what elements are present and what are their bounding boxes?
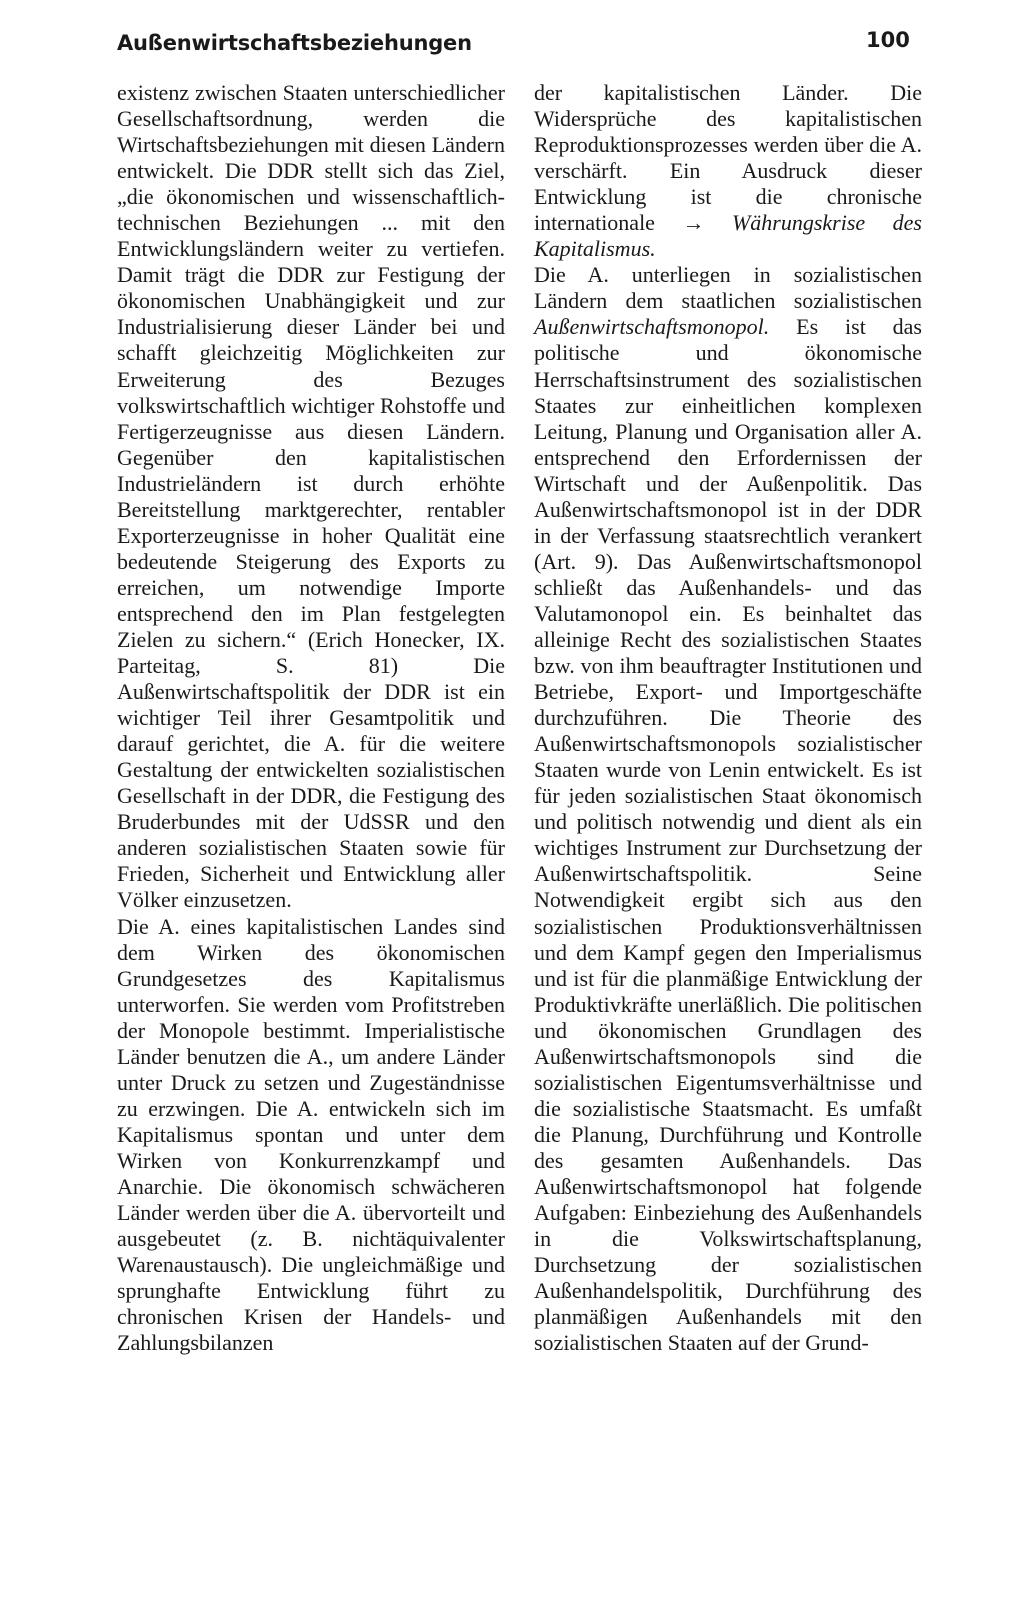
right-paragraph-2-text: Es ist das politische und ökonomische Herrschaftsinstrument des sozialistischen Staates zur einheitlichen komplexen Leitung, Planung und Organisation aller A. entsprechend den Erfordernissen der Wirtschaft und der Außenpolitik. Das Außenwirtschaftsmonopol ist in der DDR in der Verfassung staatsrechtlich verankert (Art. 9). Das Außenwirtschaftsmonopol schließt das Außenhandels- und das Valutamonopol ein. Es beinhaltet das alleinige Recht des sozialistischen Staates bzw. von ihm beauftragter Institutionen und Betriebe, Export- und Importgeschäfte durchzuführen. Die Theorie des Außenwirtschaftsmonopols sozialistischer Staaten wurde von Lenin entwickelt. Es ist für jeden sozialistischen Staat ökonomisch und politisch notwendig und dient als ein wichtiges Instrument zur Durchsetzung der Außenwirtschaftspolitik. Seine Notwendigkeit ergibt sich aus den sozialistischen Produktionsverhältnissen und dem Kampf gegen den Imperialismus und ist für die planmäßige Entwicklung der Produktivkräfte unerläßlich. Die politischen und ökonomischen Grundlagen des Außenwirtschaftsmonopols sind die sozialistischen Eigentumsverhältnisse und die sozialistische Staatsmacht. Es umfaßt die Planung, Durchführung und Kontrolle des gesamten Außenhandels. Das Außenwirtschaftsmonopol hat folgende Aufgaben: Einbeziehung des Außenhandels in die Volkswirtschaftsplanung, Durchsetzung der sozialistischen Außenhandelspolitik, Durchführung des planmäßigen Außenhandels mit den sozialistischen Staaten auf der Grund- — [534, 314, 922, 1356]
right-column — [534, 80, 922, 1356]
term-italic: Außenwirtschaftsmonopol. — [534, 314, 770, 340]
cross-reference-arrow: → — [682, 210, 705, 236]
right-paragraph-1-text: der kapitalistischen Länder. Die Widersprüche des kapitalistischen Reproduktionsprozesses werden über die A. verschärft. Ein Ausdruck dieser Entwicklung ist die chronische internationale — [534, 80, 922, 236]
right-paragraph-2-intro: Die A. unterliegen in sozialistischen Ländern dem staatlichen sozialistischen — [534, 262, 922, 314]
right-paragraph-2 — [534, 262, 922, 1356]
right-paragraph-1 — [534, 80, 922, 262]
page-header-title: Außenwirtschaftsbeziehungen — [117, 31, 472, 55]
left-paragraph-2: Die A. eines kapitalistischen Landes sind dem Wirken des ökonomischen Grundgesetzes des Kapitalismus unterworfen. Sie werden vom Profitstreben der Monopole bestimmt. Imperialistische Länder benutzen die A., um andere Länder unter Druck zu setzen und Zugeständnisse zu erzwingen. Die A. entwickeln sich im Kapitalismus spontan und unter dem Wirken von Konkurrenzkampf und Anarchie. Die ökonomisch schwächeren Länder werden über die A. übervorteilt und ausgebeutet (z. B. nichtäquivalenter Warenaustausch). Die ungleichmäßige und sprunghafte Entwicklung führt zu chronischen Krisen der Handels- und Zahlungsbilanzen — [117, 913, 505, 1356]
page-number: 100 — [866, 28, 910, 52]
cross-reference-link[interactable]: Währungskrise des Kapitalismus. — [534, 210, 922, 262]
left-paragraph-1: existenz zwischen Staaten unterschiedlicher Gesellschaftsordnung, werden die Wirtschaftsbeziehungen mit diesen Ländern entwickelt. Die DDR stellt sich das Ziel, „die ökonomischen und wissenschaftlich-technischen Beziehungen ... mit den Entwicklungsländern weiter zu vertiefen. Damit trägt die DDR zur Festigung der ökonomischen Unabhängigkeit und zur Industrialisierung dieser Länder bei und schafft gleichzeitig Möglichkeiten zur Erweiterung des Bezuges volkswirtschaftlich wichtiger Rohstoffe und Fertigerzeugnisse aus diesen Ländern. Gegenüber den kapitalistischen Industrieländern ist durch erhöhte Bereitstellung marktgerechter, rentabler Exporterzeugnisse in hoher Qualität eine bedeutende Steigerung des Exports zu erreichen, um notwendige Importe entsprechend den im Plan festgelegten Zielen zu sichern.“ (Erich Honecker, IX. Parteitag, S. 81) Die Außenwirtschaftspolitik der DDR ist ein wichtiger Teil ihrer Gesamtpolitik und darauf gerichtet, die A. für die weitere Gestaltung der entwickelten sozialistischen Gesellschaft in der DDR, die Festigung des Bruderbundes mit der UdSSR und den anderen sozialistischen Staaten sowie für Frieden, Sicherheit und Entwicklung aller Völker einzusetzen. — [117, 80, 505, 913]
left-column — [117, 80, 505, 1356]
